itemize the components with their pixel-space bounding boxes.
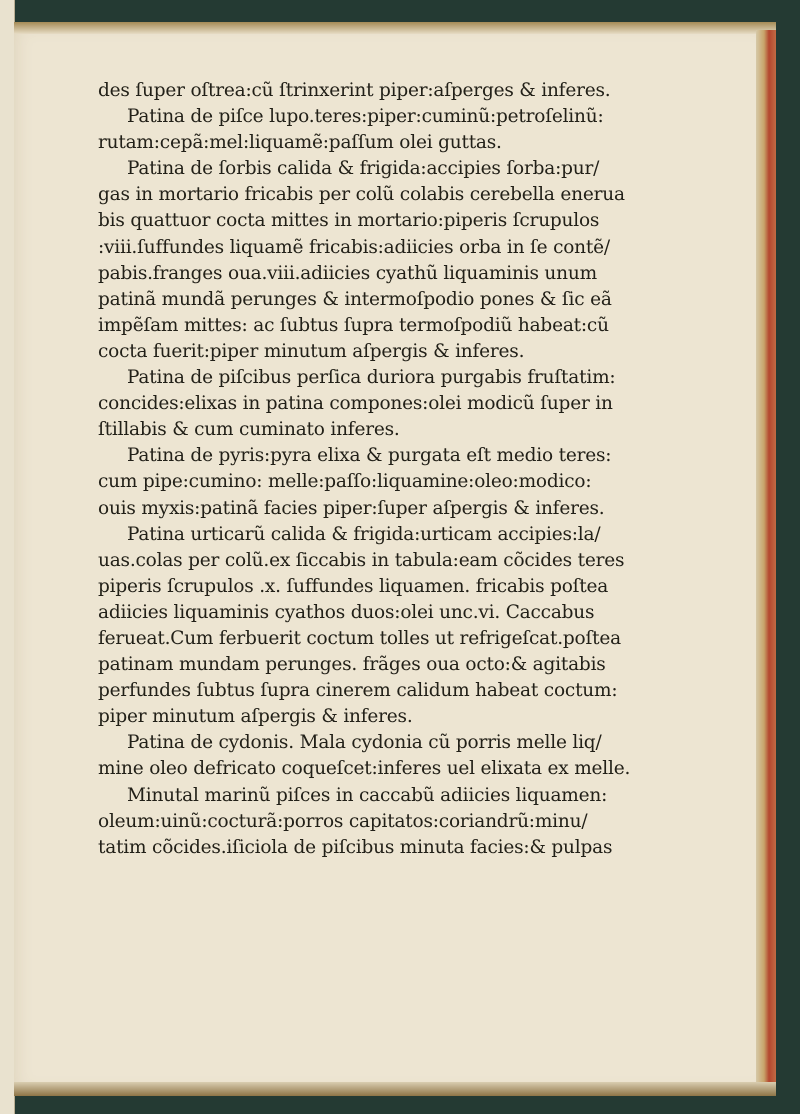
- text-line: perfundes ſubtus ſupra cinerem calidum habeat coctum:: [98, 680, 618, 702]
- text-line: gas in mortario fricabis per colũ colabis cerebella enerua: [98, 184, 625, 206]
- text-line: oleum:uinũ:cocturã:porros capitatos:coriandrũ:minu/: [98, 810, 588, 832]
- text-line: :viii.ſuffundes liquamẽ fricabis:adiicies orba in ſe contẽ/: [98, 236, 610, 258]
- text-line: piper minutum aſpergis & inferes.: [98, 706, 413, 728]
- page-fore-edge: [756, 30, 776, 1092]
- text-line: ſtillabis & cum cuminato inferes.: [98, 419, 400, 441]
- text-line: patinã mundã perunges & intermoſpodio pones & ſic eã: [98, 288, 612, 310]
- text-line: Patina de piſcibus perſica duriora purgabis fruſtatim:: [127, 367, 616, 389]
- text-line: Patina urticarũ calida & frigida:urticam accipies:la/: [127, 523, 601, 545]
- text-line: adiicies liquaminis cyathos duos:olei unc.vi. Caccabus: [98, 601, 595, 623]
- text-line: piperis ſcrupulos .x. ſuffundes liquamen. fricabis poſtea: [98, 575, 609, 597]
- text-line: mine oleo defricato coqueſcet:inferes uel elixata ex melle.: [98, 758, 631, 780]
- text-line: tatim cõcides.iſiciola de piſcibus minuta facies:& pulpas: [98, 836, 613, 858]
- text-line: uas.colas per colũ.ex ſiccabis in tabula:eam cõcides teres: [98, 549, 625, 571]
- text-line: cum pipe:cumino: melle:paſſo:liquamine:oleo:modico:: [98, 471, 592, 493]
- adjacent-page-edge: [0, 0, 15, 1114]
- text-line: pabis.franges oua.viii.adiicies cyathũ liquaminis unum: [98, 262, 597, 284]
- text-line: concides:elixas in patina compones:olei modicũ ſuper in: [98, 393, 613, 415]
- page-top-edge: [14, 22, 776, 34]
- text-line: des ſuper oſtrea:cũ ſtrinxerint piper:aſperges & inferes.: [98, 80, 611, 101]
- text-line: rutam:cepã:mel:liquamẽ:paſſum olei guttas.: [98, 132, 502, 154]
- text-line: ferueat.Cum ferbuerit coctum tolles ut refrigeſcat.poſtea: [98, 627, 621, 649]
- text-line: impẽſam mittes: ac ſubtus ſupra termoſpodiũ habeat:cũ: [98, 314, 609, 336]
- text-line: patinam mundam perunges. frãges oua octo:& agitabis: [98, 654, 606, 676]
- text-line: cocta fuerit:piper minutum aſpergis & inferes.: [98, 340, 525, 362]
- text-line: Patina de piſce lupo.teres:piper:cuminũ:petroſelinũ:: [127, 106, 604, 128]
- page-bottom-edge: [14, 1082, 776, 1096]
- text-line: Minutal marinũ piſces in caccabũ adiicies liquamen:: [127, 784, 608, 806]
- text-line: Patina de cydonis. Mala cydonia cũ porris melle liq/: [127, 732, 602, 754]
- text-body: [98, 78, 684, 861]
- text-line: bis quattuor cocta mittes in mortario:piperis ſcrupulos: [98, 210, 600, 232]
- text-line: ouis myxis:patinã facies piper:ſuper aſpergis & inferes.: [98, 497, 605, 519]
- text-line: Patina de pyris:pyra elixa & purgata eſt medio teres:: [127, 445, 612, 467]
- text-line: Patina de ſorbis calida & frigida:accipies ſorba:pur/: [127, 158, 600, 180]
